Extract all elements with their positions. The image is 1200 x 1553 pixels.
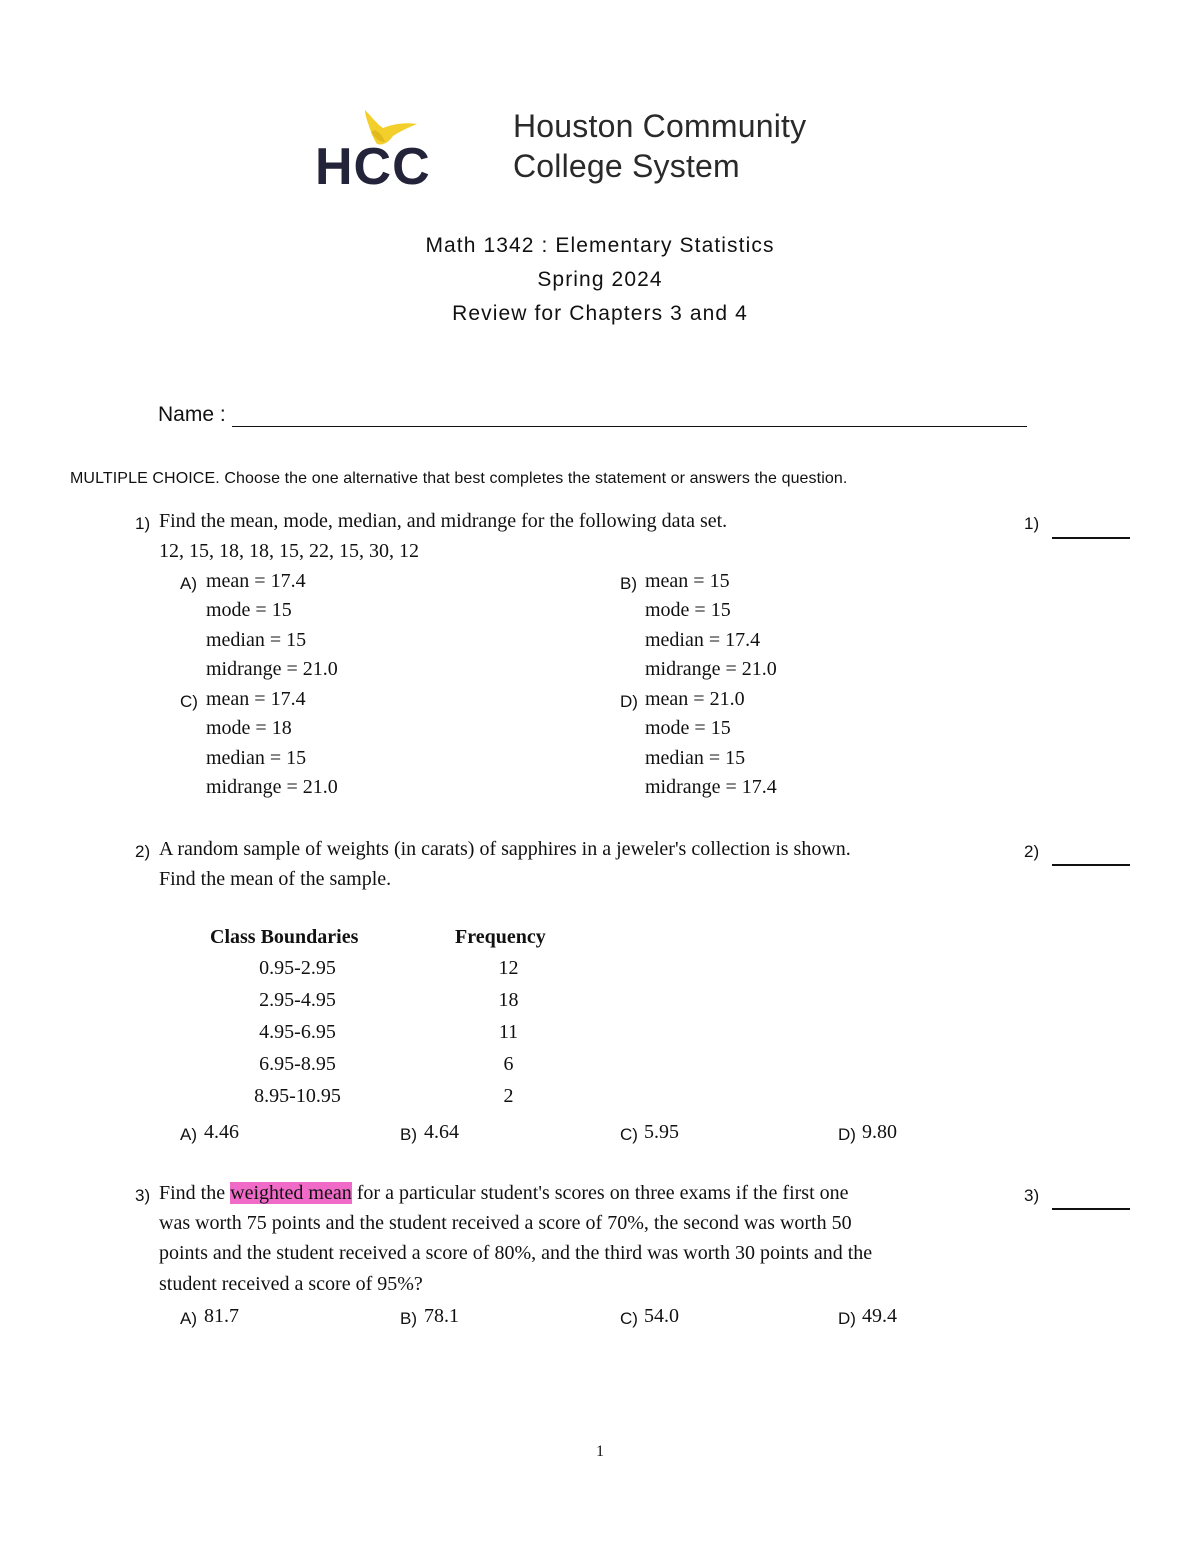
- q1-option-b-line: median = 17.4: [645, 629, 761, 651]
- table-cell-class: 2.95-4.95: [259, 989, 336, 1011]
- q1-option-b-line: midrange = 21.0: [645, 658, 777, 680]
- q1-option-b-letter[interactable]: B): [620, 574, 637, 593]
- q3-option-d-letter[interactable]: D): [838, 1309, 856, 1328]
- q3-option-c-letter[interactable]: C): [620, 1309, 638, 1328]
- q2-option-a-letter[interactable]: A): [180, 1125, 197, 1144]
- question-3-number: 3): [135, 1186, 151, 1205]
- q1-option-a-line: median = 15: [206, 629, 307, 651]
- term: Spring 2024: [537, 268, 663, 291]
- q2-option-c-value: 5.95: [644, 1121, 679, 1143]
- page-number: 1: [596, 1443, 604, 1460]
- table-cell-class: 0.95-2.95: [259, 957, 336, 979]
- q1-option-a-line: mode = 15: [206, 599, 292, 621]
- q1-option-d-line: midrange = 17.4: [645, 776, 777, 798]
- table-cell-class: 6.95-8.95: [259, 1053, 336, 1075]
- q3-option-c-value: 54.0: [644, 1305, 679, 1327]
- q1-option-c-line: median = 15: [206, 747, 307, 769]
- q3-option-b-value: 78.1: [424, 1305, 459, 1327]
- question-1-number: 1): [135, 514, 151, 533]
- question-2-number: 2): [135, 842, 151, 861]
- answer-2-label: 2): [1024, 842, 1040, 861]
- question-1-text: Find the mean, mode, median, and midrange for the following data set.: [159, 510, 728, 532]
- q1-option-c-letter[interactable]: C): [180, 692, 198, 711]
- hcc-logo: [313, 102, 453, 195]
- table-cell-class: 8.95-10.95: [254, 1085, 341, 1107]
- q1-option-d-letter[interactable]: D): [620, 692, 638, 711]
- q1-option-b-line: mode = 15: [645, 599, 731, 621]
- review-subtitle: Review for Chapters 3 and 4: [452, 302, 748, 325]
- svg-text:HCC: HCC: [315, 138, 431, 190]
- q1-option-c-line: mode = 18: [206, 717, 292, 739]
- question-3-text: [159, 1182, 849, 1205]
- q3-option-b-letter[interactable]: B): [400, 1309, 417, 1328]
- table-header-class-boundaries: Class Boundaries: [210, 926, 359, 948]
- table-cell-frequency: 2: [503, 1085, 514, 1107]
- answer-3-blank[interactable]: [1052, 1208, 1130, 1210]
- table-cell-frequency: 11: [498, 1021, 519, 1043]
- q1-option-b-line: mean = 15: [645, 570, 730, 592]
- q1-option-d-line: mode = 15: [645, 717, 731, 739]
- q1-option-a-line: midrange = 21.0: [206, 658, 338, 680]
- q2-option-b-value: 4.64: [424, 1121, 459, 1143]
- table-cell-frequency: 6: [503, 1053, 514, 1075]
- question-1-data: 12, 15, 18, 18, 15, 22, 15, 30, 12: [159, 540, 419, 562]
- institution-name-line1: Houston Community: [513, 108, 807, 144]
- answer-3-label: 3): [1024, 1186, 1040, 1205]
- question-2-text: Find the mean of the sample.: [159, 868, 392, 890]
- question-3-text-pre: Find the: [159, 1182, 231, 1204]
- table-cell-frequency: 18: [498, 989, 519, 1011]
- name-field[interactable]: [158, 403, 1027, 427]
- table-cell-frequency: 12: [498, 957, 519, 979]
- q3-option-a-letter[interactable]: A): [180, 1309, 197, 1328]
- instructions: MULTIPLE CHOICE. Choose the one alternative that best completes the statement or answers the question.: [70, 470, 848, 487]
- answer-2-blank[interactable]: [1052, 864, 1130, 866]
- question-2-text: A random sample of weights (in carats) of sapphires in a jeweler's collection is shown.: [159, 838, 851, 860]
- name-label: Name :: [158, 403, 226, 426]
- q3-option-a-value: 81.7: [204, 1305, 239, 1327]
- q2-option-d-value: 9.80: [862, 1121, 897, 1143]
- q2-option-c-letter[interactable]: C): [620, 1125, 638, 1144]
- course-title: Math 1342 : Elementary Statistics: [425, 234, 775, 257]
- institution-name-line2: College System: [513, 148, 740, 184]
- question-3-text: points and the student received a score of 80%, and the third was worth 30 points and the: [159, 1242, 873, 1264]
- q1-option-c-line: midrange = 21.0: [206, 776, 338, 798]
- q2-option-b-letter[interactable]: B): [400, 1125, 417, 1144]
- answer-1-label: 1): [1024, 514, 1040, 533]
- q1-option-a-letter[interactable]: A): [180, 574, 197, 593]
- q1-option-a-line: mean = 17.4: [206, 570, 306, 592]
- question-3-text: was worth 75 points and the student received a score of 70%, the second was worth 50: [159, 1212, 852, 1234]
- q3-option-d-value: 49.4: [862, 1305, 897, 1327]
- highlighted-term: weighted mean: [230, 1182, 352, 1204]
- q1-option-c-line: mean = 17.4: [206, 688, 306, 710]
- q2-option-a-value: 4.46: [204, 1121, 239, 1143]
- answer-1-blank[interactable]: [1052, 537, 1130, 539]
- table-cell-class: 4.95-6.95: [259, 1021, 336, 1043]
- q1-option-d-line: mean = 21.0: [645, 688, 745, 710]
- q1-option-d-line: median = 15: [645, 747, 746, 769]
- table-header-frequency: Frequency: [455, 926, 546, 948]
- question-3-text: student received a score of 95%?: [159, 1273, 423, 1295]
- name-underline[interactable]: [232, 404, 1027, 427]
- q2-option-d-letter[interactable]: D): [838, 1125, 856, 1144]
- question-3-text-post: for a particular student's scores on three exams if the first one: [351, 1182, 849, 1204]
